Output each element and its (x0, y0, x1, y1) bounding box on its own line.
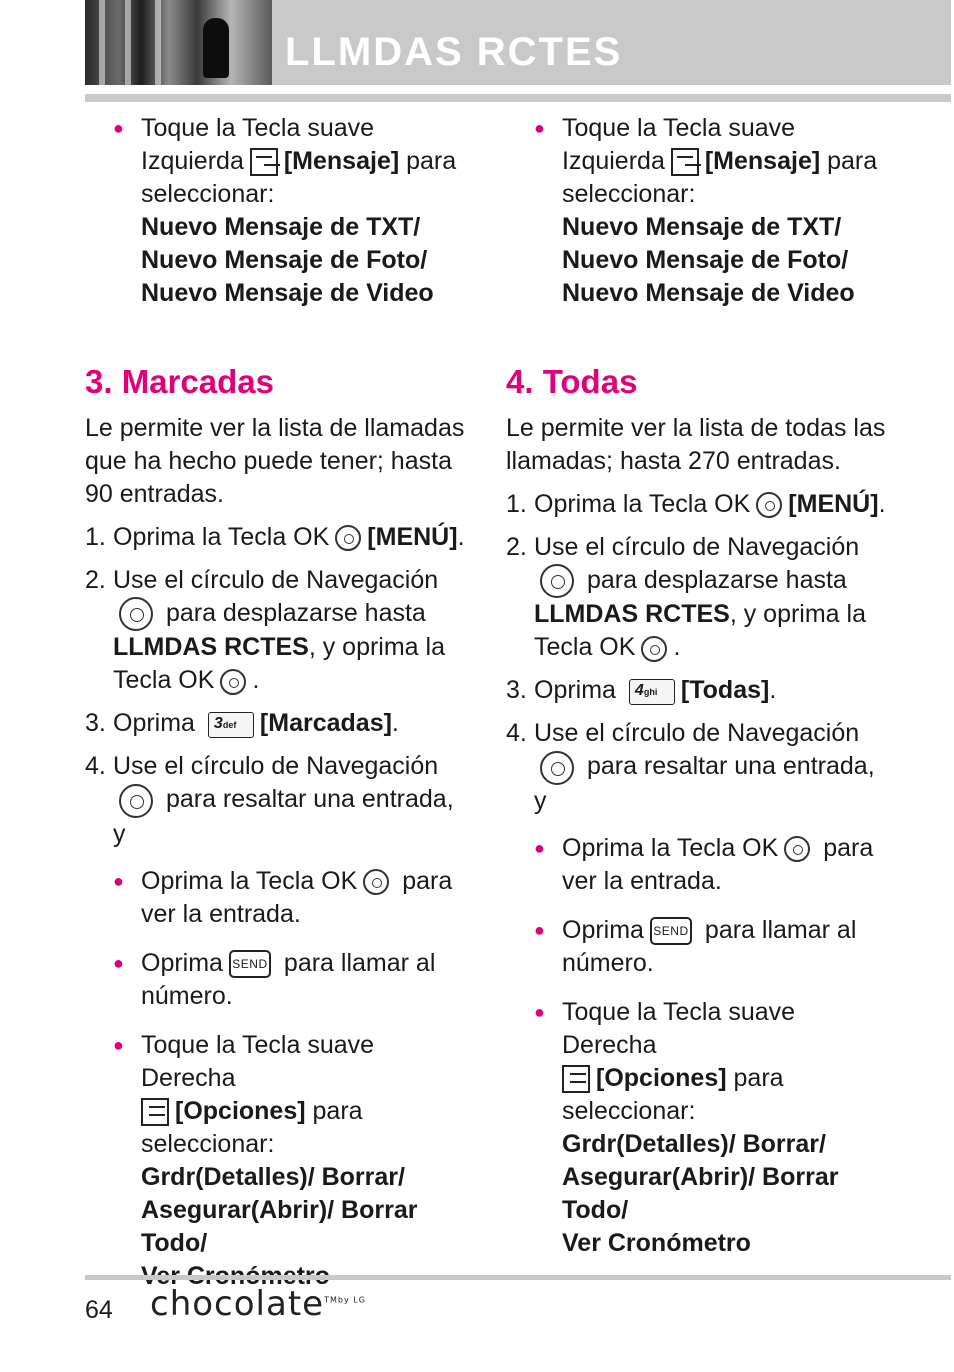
right-softkey-icon (562, 1065, 590, 1093)
page-title: LLMDAS RCTES (285, 30, 623, 74)
step-1: 1. Oprima la Tecla OK [MENÚ]. (506, 490, 886, 518)
step-4: 4. Use el círculo de Navegación para resaltar una entrada, y (85, 752, 454, 848)
page-number: 64 (85, 1296, 113, 1324)
header-bar (85, 0, 951, 85)
send-key-icon: SEND (229, 950, 271, 978)
footer-rule (85, 1275, 951, 1280)
section-heading-marcadas: 3. Marcadas (85, 363, 274, 400)
section-heading-todas: 4. Todas (506, 363, 638, 400)
step-3: 3. Oprima 4ghi [Todas]. (506, 676, 777, 705)
left-column (85, 112, 465, 1309)
ok-key-icon (784, 836, 810, 862)
left-softkey-icon (250, 148, 278, 176)
header-photo (85, 0, 272, 85)
subbullet-options: ● Toque la Tecla suave Derecha [Opciones] para seleccionar: Grdr(Detalles)/ Borrar/ Asegurar(Abrir)/ Borrar Todo/ (85, 1029, 465, 1293)
bullet-mensaje: ● Toque la Tecla suave Izquierda [Mensaje] para seleccionar: Nuevo Mensaje de TXT/ Nuevo Mensaje de Foto/ Nuevo Mensaje de Video (506, 112, 886, 310)
ok-key-icon (220, 669, 246, 695)
key-3-icon: 3def (208, 712, 254, 738)
navigation-icon (119, 784, 153, 818)
step-2: 2. Use el círculo de Navegación para desplazarse hasta LLMDAS RCTES, y oprima la Tecla OK . (506, 533, 866, 662)
step-4: 4. Use el círculo de Navegación para resaltar una entrada, y (506, 719, 875, 815)
ok-key-icon (756, 492, 782, 518)
subbullet-options: ● Toque la Tecla suave Derecha [Opciones] para seleccionar: Grdr(Detalles)/ Borrar/ Asegurar(Abrir)/ Borrar Todo/ Ver Cronómetro (506, 996, 886, 1260)
navigation-icon (119, 597, 153, 631)
intro-marcadas: Le permite ver la lista de llamadas que ha hecho puede tener; hasta 90 entradas. (85, 414, 465, 508)
subbullet-view: ● Oprima la Tecla OK para ver la entrada. (506, 832, 886, 898)
navigation-icon (540, 751, 574, 785)
step-2: 2. Use el círculo de Navegación para desplazarse hasta LLMDAS RCTES, y oprima la Tecla OK . (85, 566, 445, 695)
send-key-icon: SEND (650, 917, 692, 945)
step-3: 3. Oprima 3def [Marcadas]. (85, 709, 399, 738)
right-column (506, 112, 886, 1276)
right-softkey-icon (141, 1098, 169, 1126)
subbullet-call: ● Oprima SEND para llamar al número. (85, 947, 465, 1013)
ok-key-icon (335, 525, 361, 551)
bullet-mensaje: ● Toque la Tecla suave Izquierda [Mensaje] para seleccionar: Nuevo Mensaje de TXT/ Nuevo Mensaje de Foto/ Nuevo Mensaje de Video (85, 112, 465, 310)
subbullet-view: ● Oprima la Tecla OK para ver la entrada. (85, 865, 465, 931)
step-1: 1. Oprima la Tecla OK [MENÚ]. (85, 523, 465, 551)
intro-todas: Le permite ver la lista de todas las llamadas; hasta 270 entradas. (506, 414, 886, 475)
subbullet-call: ● Oprima SEND para llamar al número. (506, 914, 886, 980)
navigation-icon (540, 564, 574, 598)
ok-key-icon (363, 869, 389, 895)
left-softkey-icon (671, 148, 699, 176)
ok-key-icon (641, 636, 667, 662)
header-rule (85, 94, 951, 102)
key-4-icon: 4ghi (629, 679, 675, 705)
chocolate-logo: chocolate$^{TMby LG}$ (150, 1284, 366, 1324)
